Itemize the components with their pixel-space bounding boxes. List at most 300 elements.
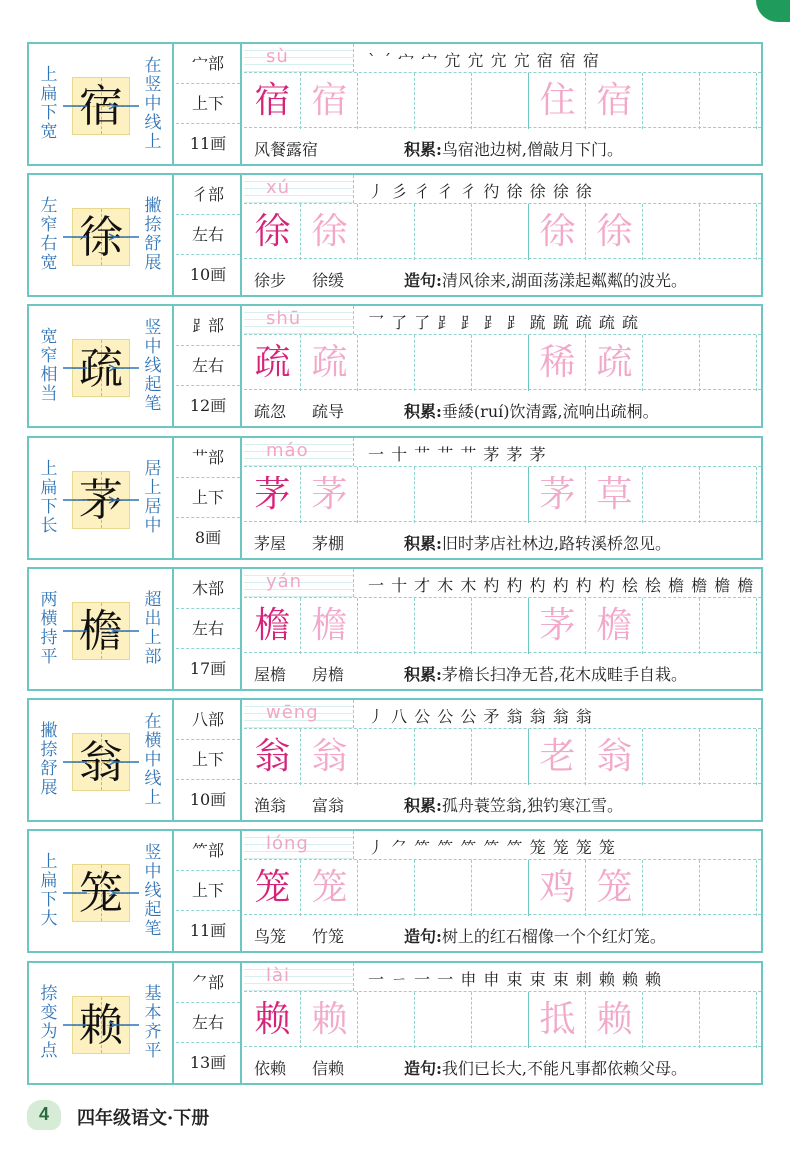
stroke-order: 丿 彡 彳 彳 彳 彴 徐 徐 徐 徐 (368, 182, 593, 201)
position-note: 在 横 中 线 上 (144, 712, 162, 808)
grid-character (358, 860, 415, 916)
word: 徐步 (254, 271, 287, 290)
structure-note: 上 扁 下 宽 (40, 65, 58, 142)
grid-character (415, 73, 472, 129)
practice-area (244, 700, 761, 820)
grid-cell[interactable] (415, 860, 472, 916)
grid-cell[interactable] (301, 598, 358, 654)
grid-cell[interactable] (700, 729, 757, 785)
structure-type: 左右 (176, 609, 240, 649)
stroke-count: 12画 (189, 396, 227, 415)
structure-type: 上下 (176, 84, 240, 124)
grid-character: 翁 (254, 736, 291, 777)
writing-grid (244, 859, 761, 915)
grid-character: 草 (596, 474, 633, 515)
position-note: 撇 捺 舒 展 (144, 196, 162, 273)
grid-cell[interactable] (586, 729, 643, 785)
usage-row (244, 784, 761, 820)
writing-grid (244, 991, 761, 1047)
grid-character: 鸡 (539, 867, 576, 908)
grid-cell[interactable] (529, 467, 586, 523)
model-character-box (72, 602, 130, 660)
grid-character: 茅 (539, 474, 576, 515)
grid-character (643, 204, 700, 260)
grid-cell[interactable] (700, 467, 757, 523)
radical: 彳部 (176, 175, 240, 215)
sentence-label: 造句: (404, 927, 442, 946)
pinyin-box (244, 175, 354, 203)
grid-character: 徐 (596, 211, 633, 252)
grid-character (643, 598, 700, 654)
grid-cell[interactable] (358, 335, 415, 391)
sentence (404, 268, 687, 291)
sentence (404, 1056, 687, 1079)
grid-cell[interactable] (415, 598, 472, 654)
grid-cell[interactable] (643, 467, 700, 523)
grid-character (358, 992, 415, 1048)
pinyin-row (244, 306, 761, 334)
position-note: 在 竖 中 线 上 (144, 56, 162, 152)
structure-type: 上下 (176, 478, 240, 518)
model-character: 徐 (79, 212, 123, 263)
grid-character (700, 860, 757, 916)
pinyin-box (244, 306, 354, 334)
sentence-text: 茅檐长扫净无苔,花木成畦手自栽。 (441, 665, 688, 684)
word: 富翁 (312, 796, 345, 815)
character-info (176, 438, 242, 558)
position-note: 居 上 居 中 (144, 459, 162, 536)
radical: ⺈部 (176, 963, 240, 1003)
model-character-box (72, 996, 130, 1054)
word: 信赖 (312, 1059, 345, 1078)
grid-cell[interactable] (586, 467, 643, 523)
grid-character (700, 992, 757, 1048)
grid-cell[interactable] (586, 335, 643, 391)
character-card (27, 173, 763, 297)
grid-cell[interactable] (244, 73, 301, 129)
word: 渔翁 (254, 796, 287, 815)
grid-cell[interactable] (415, 992, 472, 1048)
pinyin: lóng (266, 833, 309, 854)
word: 依赖 (254, 1059, 287, 1078)
grid-cell[interactable] (472, 335, 529, 391)
grid-cell[interactable] (358, 598, 415, 654)
sentence (404, 399, 659, 422)
stroke-count: 10画 (189, 265, 227, 284)
sentence-label: 积累: (404, 402, 442, 421)
grid-character (700, 73, 757, 129)
pinyin-row (244, 175, 761, 203)
grid-cell[interactable] (301, 204, 358, 260)
model-character-box (72, 471, 130, 529)
character-card (27, 304, 763, 428)
character-card (27, 961, 763, 1085)
grid-character (472, 335, 529, 391)
character-analysis (29, 175, 174, 295)
grid-character (643, 729, 700, 785)
usage-row (244, 259, 761, 295)
pinyin: xú (266, 177, 291, 198)
stroke-count: 8画 (194, 528, 222, 547)
grid-character: 笼 (596, 867, 633, 908)
pinyin-box (244, 831, 354, 859)
character-info (176, 569, 242, 689)
grid-character (358, 204, 415, 260)
sentence (404, 531, 671, 554)
model-character: 疏 (79, 343, 123, 394)
grid-cell[interactable] (700, 73, 757, 129)
grid-character: 稀 (539, 342, 576, 383)
grid-character: 檐 (254, 605, 291, 646)
grid-cell[interactable] (472, 729, 529, 785)
model-character-box (72, 77, 130, 135)
grid-character: 茅 (311, 474, 348, 515)
grid-cell[interactable] (358, 860, 415, 916)
structure-note: 捺 变 为 点 (40, 984, 58, 1061)
grid-cell[interactable] (472, 992, 529, 1048)
pinyin: wēng (266, 702, 319, 723)
sentence-text: 我们已长大,不能凡事都依赖父母。 (441, 1059, 688, 1078)
word-list (254, 399, 370, 422)
pinyin: sù (266, 46, 289, 67)
writing-grid (244, 728, 761, 784)
character-card (27, 698, 763, 822)
writing-grid (244, 72, 761, 128)
structure-type: 上下 (176, 740, 240, 780)
sentence-text: 清风徐来,湖面荡漾起粼粼的波光。 (441, 271, 688, 290)
grid-character (358, 467, 415, 523)
grid-cell[interactable] (358, 992, 415, 1048)
pinyin: yán (266, 571, 303, 592)
position-note: 竖 中 线 起 笔 (144, 843, 162, 939)
corner-decoration (756, 0, 790, 22)
model-character-box (72, 208, 130, 266)
word: 鸟笼 (254, 927, 287, 946)
word-list (254, 793, 370, 816)
grid-character (472, 992, 529, 1048)
grid-cell[interactable] (415, 204, 472, 260)
grid-character (472, 598, 529, 654)
structure-note: 上 扁 下 大 (40, 852, 58, 929)
grid-character: 赖 (596, 999, 633, 1040)
character-info (176, 700, 242, 820)
structure-type: 左右 (176, 215, 240, 255)
grid-cell[interactable] (586, 204, 643, 260)
grid-cell[interactable] (586, 598, 643, 654)
structure-note: 两 横 持 平 (40, 590, 58, 667)
model-character-box (72, 864, 130, 922)
grid-character (358, 729, 415, 785)
pinyin-row (244, 963, 761, 991)
word-list (254, 268, 370, 291)
grid-character: 宿 (596, 80, 633, 121)
page-number: 4 (38, 1104, 49, 1124)
grid-cell[interactable] (415, 467, 472, 523)
grid-cell[interactable] (244, 860, 301, 916)
grid-character: 徐 (254, 211, 291, 252)
grid-cell[interactable] (643, 335, 700, 391)
usage-row (244, 390, 761, 426)
grid-cell[interactable] (244, 204, 301, 260)
sentence-label: 积累: (404, 665, 442, 684)
stroke-order: 一 ㄧ 一 一 申 申 束 束 束 刺 赖 赖 赖 (368, 970, 663, 989)
grid-character: 抵 (539, 999, 576, 1040)
practice-area (244, 963, 761, 1083)
grid-cell[interactable] (643, 729, 700, 785)
character-analysis (29, 306, 174, 426)
pinyin-row (244, 438, 761, 466)
grid-cell[interactable] (586, 860, 643, 916)
grid-character: 赖 (254, 999, 291, 1040)
grid-character: 疏 (596, 342, 633, 383)
radical: ⻊部 (176, 306, 240, 346)
word: 房檐 (312, 665, 345, 684)
grid-cell[interactable] (472, 204, 529, 260)
sentence-text: 树上的红石榴像一个个红灯笼。 (441, 927, 666, 946)
grid-cell[interactable] (358, 73, 415, 129)
structure-type: 左右 (176, 1003, 240, 1043)
grid-cell[interactable] (529, 992, 586, 1048)
practice-area (244, 306, 761, 426)
stroke-count: 11画 (189, 921, 227, 940)
grid-character (472, 729, 529, 785)
structure-note: 上 扁 下 长 (40, 459, 58, 536)
practice-area (244, 44, 761, 164)
word: 疏导 (312, 402, 345, 421)
character-analysis (29, 569, 174, 689)
grid-cell[interactable] (244, 598, 301, 654)
grid-character: 住 (539, 80, 576, 121)
grid-cell[interactable] (358, 729, 415, 785)
grid-character (700, 204, 757, 260)
grid-character: 翁 (596, 736, 633, 777)
grid-cell[interactable] (244, 992, 301, 1048)
character-info (176, 175, 242, 295)
grid-cell[interactable] (358, 467, 415, 523)
grid-cell[interactable] (529, 204, 586, 260)
practice-area (244, 569, 761, 689)
grid-cell[interactable] (358, 204, 415, 260)
sentence (404, 924, 666, 947)
usage-row (244, 128, 761, 164)
pinyin-box (244, 438, 354, 466)
grid-cell[interactable] (244, 729, 301, 785)
grid-cell[interactable] (244, 467, 301, 523)
sentence-label: 积累: (404, 140, 442, 159)
grid-character (358, 73, 415, 129)
stroke-order: 乛 了 了 ⻊ ⻊ ⻊ ⻊ 䟽 䟽 疏 疏 疏 (368, 313, 639, 332)
grid-cell[interactable] (529, 598, 586, 654)
grid-cell[interactable] (415, 73, 472, 129)
sentence-text: 鸟宿池边树,僧敲月下门。 (441, 140, 624, 159)
character-card (27, 829, 763, 953)
grid-character (472, 467, 529, 523)
book-title: 四年级语文·下册 (77, 1108, 210, 1129)
pinyin-box (244, 963, 354, 991)
structure-type: 左右 (176, 346, 240, 386)
sentence (404, 662, 687, 685)
model-character: 檐 (79, 606, 123, 657)
grid-cell[interactable] (472, 467, 529, 523)
word: 茅屋 (254, 534, 287, 553)
word-list (254, 662, 370, 685)
grid-character (415, 598, 472, 654)
grid-cell[interactable] (700, 860, 757, 916)
grid-cell[interactable] (415, 335, 472, 391)
stroke-count: 11画 (189, 134, 227, 153)
grid-cell[interactable] (529, 335, 586, 391)
grid-character (472, 204, 529, 260)
grid-cell[interactable] (472, 860, 529, 916)
character-card (27, 436, 763, 560)
grid-cell[interactable] (586, 73, 643, 129)
character-card (27, 567, 763, 691)
grid-cell[interactable] (301, 467, 358, 523)
word-list (254, 137, 344, 160)
grid-character (415, 204, 472, 260)
sentence (404, 137, 623, 160)
sentence-label: 造句: (404, 271, 442, 290)
grid-cell[interactable] (643, 598, 700, 654)
character-analysis (29, 438, 174, 558)
grid-cell[interactable] (472, 73, 529, 129)
character-info (176, 963, 242, 1083)
sentence (404, 793, 623, 816)
stroke-order: 一 十 艹 艹 艹 茅 茅 茅 (368, 445, 547, 464)
usage-row (244, 1047, 761, 1083)
pinyin-row (244, 700, 761, 728)
structure-note: 左 窄 右 宽 (40, 196, 58, 273)
grid-cell[interactable] (643, 860, 700, 916)
grid-cell[interactable] (643, 73, 700, 129)
radical: 八部 (176, 700, 240, 740)
stroke-order: 一 十 才 木 木 杓 杓 杓 杓 杓 杓 桧 桧 檐 檐 檐 檐 (368, 576, 755, 595)
grid-cell[interactable] (301, 335, 358, 391)
word: 竹笼 (312, 927, 345, 946)
grid-character (643, 73, 700, 129)
grid-cell[interactable] (529, 860, 586, 916)
grid-cell[interactable] (643, 204, 700, 260)
pinyin-box (244, 569, 354, 597)
pinyin-row (244, 831, 761, 859)
model-character: 赖 (79, 1000, 123, 1051)
position-note: 基 本 齐 平 (144, 984, 162, 1061)
page-number-badge (27, 1100, 61, 1130)
grid-cell[interactable] (301, 992, 358, 1048)
pinyin-row (244, 569, 761, 597)
stroke-count: 17画 (189, 659, 227, 678)
usage-row (244, 653, 761, 689)
sentence-label: 积累: (404, 534, 442, 553)
model-character: 宿 (79, 81, 123, 132)
pinyin: shū (266, 308, 302, 329)
sentence-text: 旧时茅店社林边,路转溪桥忽见。 (441, 534, 672, 553)
grid-cell[interactable] (700, 992, 757, 1048)
position-note: 超 出 上 部 (144, 590, 162, 667)
grid-character: 檐 (311, 605, 348, 646)
radical: 宀部 (176, 44, 240, 84)
sentence-text: 孤舟蓑笠翁,独钓寒江雪。 (441, 796, 624, 815)
stroke-count: 10画 (189, 790, 227, 809)
grid-character: 翁 (311, 736, 348, 777)
pinyin-box (244, 44, 354, 72)
radical: 木部 (176, 569, 240, 609)
character-analysis (29, 963, 174, 1083)
pinyin: lài (266, 965, 291, 986)
grid-cell[interactable] (700, 204, 757, 260)
grid-character (700, 729, 757, 785)
grid-cell[interactable] (529, 73, 586, 129)
grid-cell[interactable] (415, 729, 472, 785)
stroke-order: ` ˊ 宀 宀 宂 宂 宂 宂 宿 宿 宿 (368, 51, 600, 70)
structure-type: 上下 (176, 871, 240, 911)
position-note: 竖 中 线 起 笔 (144, 318, 162, 414)
model-character: 翁 (79, 737, 123, 788)
grid-character (415, 992, 472, 1048)
grid-character (700, 598, 757, 654)
grid-character: 赖 (311, 999, 348, 1040)
usage-row (244, 915, 761, 951)
model-character-box (72, 733, 130, 791)
radical: 艹部 (176, 438, 240, 478)
writing-grid (244, 466, 761, 522)
word-list (254, 531, 370, 554)
grid-cell[interactable] (472, 598, 529, 654)
grid-character: 茅 (539, 605, 576, 646)
grid-character (643, 335, 700, 391)
radical: ⺮部 (176, 831, 240, 871)
structure-note: 撇 捺 舒 展 (40, 721, 58, 798)
grid-character (415, 467, 472, 523)
word-list (254, 1056, 370, 1079)
grid-character (643, 992, 700, 1048)
usage-row (244, 522, 761, 558)
grid-cell[interactable] (529, 729, 586, 785)
writing-grid (244, 334, 761, 390)
structure-note: 宽 窄 相 当 (40, 327, 58, 404)
word: 风餐露宿 (254, 140, 319, 159)
grid-cell[interactable] (700, 598, 757, 654)
grid-character (358, 598, 415, 654)
grid-character: 疏 (311, 342, 348, 383)
word-list (254, 924, 370, 947)
character-info (176, 831, 242, 951)
grid-cell[interactable] (301, 73, 358, 129)
pinyin-box (244, 700, 354, 728)
grid-character: 笼 (311, 867, 348, 908)
grid-cell[interactable] (700, 335, 757, 391)
grid-character: 老 (539, 736, 576, 777)
grid-character: 徐 (311, 211, 348, 252)
character-analysis (29, 44, 174, 164)
pinyin-row (244, 44, 761, 72)
grid-cell[interactable] (244, 335, 301, 391)
sentence-label: 造句: (404, 1059, 442, 1078)
model-character: 笼 (79, 868, 123, 919)
character-info (176, 44, 242, 164)
character-info (176, 306, 242, 426)
stroke-count: 13画 (189, 1053, 227, 1072)
character-analysis (29, 700, 174, 820)
grid-cell[interactable] (301, 860, 358, 916)
grid-cell[interactable] (586, 992, 643, 1048)
grid-character: 檐 (596, 605, 633, 646)
grid-cell[interactable] (643, 992, 700, 1048)
word: 疏忽 (254, 402, 287, 421)
practice-area (244, 438, 761, 558)
grid-character (643, 860, 700, 916)
grid-cell[interactable] (301, 729, 358, 785)
